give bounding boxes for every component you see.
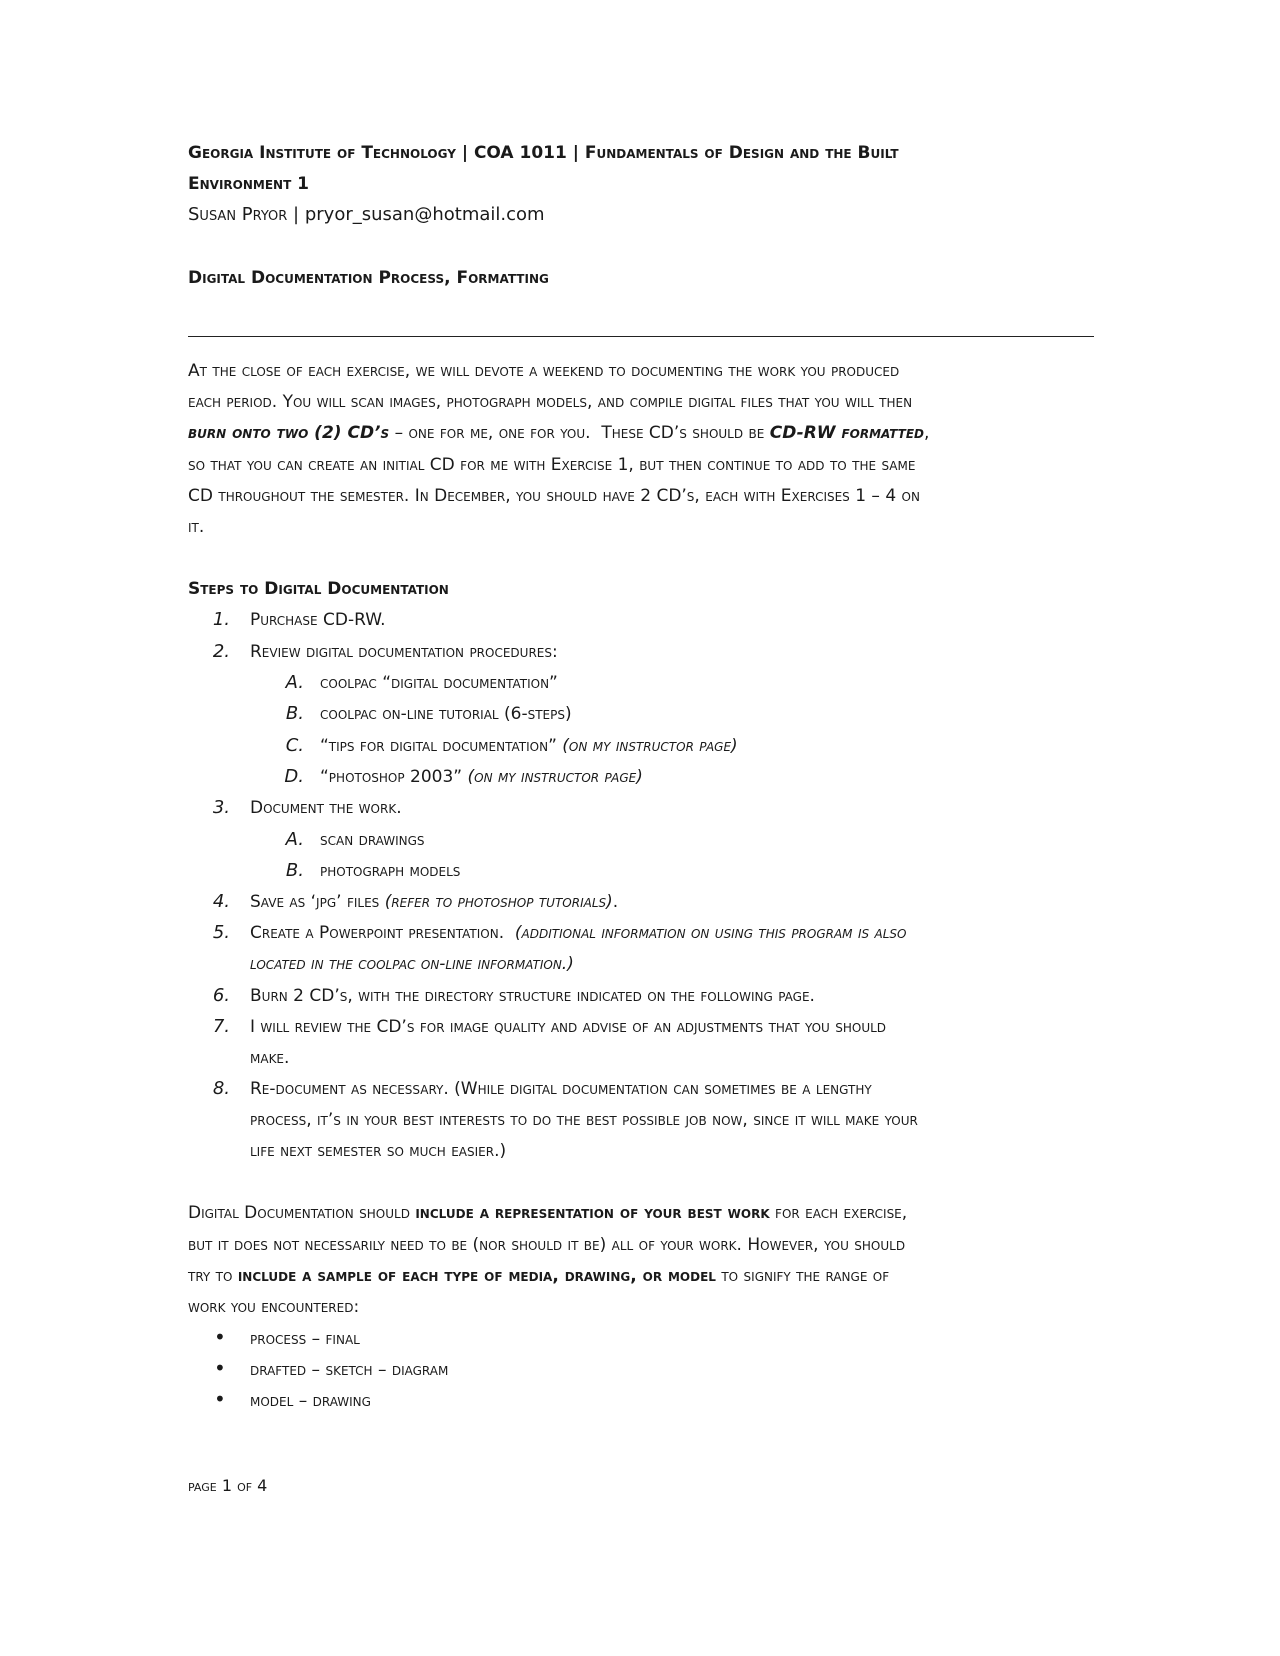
substep-2d-note: (on my instructor page) bbox=[467, 767, 643, 787]
bullet-item: model – drawing bbox=[250, 1391, 371, 1411]
bullet-icon: • bbox=[214, 1356, 226, 1380]
closing-line-3 bbox=[188, 1266, 889, 1286]
author-line bbox=[188, 204, 545, 225]
substep-2d-text: “photoshop 2003” bbox=[320, 767, 468, 787]
intro-line-3-end: , bbox=[923, 423, 930, 443]
intro-line-2: each period. You will scan images, photograph models, and compile digital files that you will then bbox=[188, 392, 913, 412]
step-5-note-continued: located in the coolpac on-line information.) bbox=[250, 954, 574, 974]
step-number: 4. bbox=[212, 891, 230, 912]
bullet-item: drafted – sketch – diagram bbox=[250, 1360, 449, 1380]
document-title: Digital Documentation Process, Formatting bbox=[188, 268, 549, 288]
substep-letter: C. bbox=[285, 735, 304, 756]
step-number: 6. bbox=[212, 985, 230, 1006]
substep-2b: coolpac on-line tutorial (6-steps) bbox=[320, 704, 572, 724]
intro-line-4: so that you can create an initial CD for me with Exercise 1, but then continue to add to the same bbox=[188, 455, 916, 475]
step-number: 2. bbox=[212, 641, 230, 662]
substep-2c-text: “tips for digital documentation” bbox=[320, 736, 563, 756]
step-number: 8. bbox=[212, 1078, 230, 1099]
closing-line-2: but it does not necessarily need to be (nor should it be) all of your work. However, you should bbox=[188, 1235, 906, 1255]
bullet-icon: • bbox=[214, 1325, 226, 1349]
intro-line-1: At the close of each exercise, we will devote a weekend to documenting the work you produced bbox=[188, 361, 900, 381]
step-8: Re-document as necessary. (While digital documentation can sometimes be a lengthy bbox=[250, 1079, 872, 1099]
closing-emphasis-best-work: include a representation of your best work bbox=[415, 1203, 770, 1223]
substep-letter: D. bbox=[284, 766, 304, 787]
page-number: page 1 of 4 bbox=[188, 1476, 268, 1495]
substep-2d bbox=[320, 767, 643, 787]
title-rule bbox=[188, 336, 1094, 337]
closing-line-3-a: try to bbox=[188, 1266, 238, 1286]
step-5-text: Create a Powerpoint presentation. bbox=[250, 923, 515, 943]
intro-emphasis-burn: burn onto two (2) CD’s bbox=[188, 423, 390, 443]
bullet-item: process – final bbox=[250, 1329, 360, 1349]
step-4-note: (refer to photoshop tutorials) bbox=[384, 892, 613, 912]
course-header-line-1: Georgia Institute of Technology | COA 1011 | Fundamentals of Design and the Built bbox=[188, 143, 899, 163]
step-7-continued: make. bbox=[250, 1048, 290, 1068]
course-header-line-2: Environment 1 bbox=[188, 174, 310, 194]
bullet-icon: • bbox=[214, 1387, 226, 1411]
step-4 bbox=[250, 892, 618, 912]
intro-line-6: it. bbox=[188, 517, 205, 537]
step-number: 7. bbox=[212, 1016, 230, 1037]
author-name: Susan Pryor bbox=[188, 204, 288, 225]
intro-line-3 bbox=[188, 423, 929, 443]
substep-2c bbox=[320, 736, 738, 756]
step-4-end: . bbox=[612, 892, 619, 912]
step-4-text: Save as ‘jpg’ files bbox=[250, 892, 385, 912]
intro-emphasis-cdrw: CD-RW formatted bbox=[769, 423, 924, 443]
author-email: pryor_susan@hotmail.com bbox=[304, 204, 545, 225]
step-number: 3. bbox=[212, 797, 230, 818]
closing-line-1-a: Digital Documentation should bbox=[188, 1203, 416, 1223]
step-number: 5. bbox=[212, 922, 230, 943]
step-7: I will review the CD’s for image quality and advise of an adjustments that you should bbox=[250, 1017, 887, 1037]
steps-heading: Steps to Digital Documentation bbox=[188, 579, 449, 599]
closing-line-1 bbox=[188, 1203, 907, 1223]
closing-line-4: work you encountered: bbox=[188, 1297, 360, 1317]
substep-letter: B. bbox=[285, 703, 304, 724]
closing-emphasis-sample: include a sample of each type of media, drawing, or model bbox=[237, 1266, 716, 1286]
substep-2c-note: (on my instructor page) bbox=[562, 736, 738, 756]
closing-line-1-c: for each exercise, bbox=[769, 1203, 908, 1223]
step-5 bbox=[250, 923, 906, 943]
step-6: Burn 2 CD’s, with the directory structure indicated on the following page. bbox=[250, 986, 815, 1006]
step-3: Document the work. bbox=[250, 798, 402, 818]
closing-line-3-c: to signify the range of bbox=[715, 1266, 890, 1286]
substep-letter: B. bbox=[285, 860, 304, 881]
step-8-continued-2: life next semester so much easier.) bbox=[250, 1141, 507, 1161]
step-8-continued-1: process, it’s in your best interests to do the best possible job now, since it will make your bbox=[250, 1110, 918, 1130]
author-separator: | bbox=[287, 204, 305, 225]
intro-line-3-text: – one for me, one for you. These CD’s should be bbox=[389, 423, 770, 443]
step-5-note: (additional information on using this program is also bbox=[514, 923, 907, 943]
substep-3a: scan drawings bbox=[320, 830, 425, 850]
intro-line-5: CD throughout the semester. In December, you should have 2 CD’s, each with Exercises 1 – 4 on bbox=[188, 486, 920, 506]
substep-2a: coolpac “digital documentation” bbox=[320, 673, 558, 693]
substep-letter: A. bbox=[285, 829, 304, 850]
step-1: Purchase CD-RW. bbox=[250, 610, 386, 630]
step-2: Review digital documentation procedures: bbox=[250, 642, 558, 662]
step-number: 1. bbox=[212, 609, 230, 630]
substep-3b: photograph models bbox=[320, 861, 461, 881]
substep-letter: A. bbox=[285, 672, 304, 693]
